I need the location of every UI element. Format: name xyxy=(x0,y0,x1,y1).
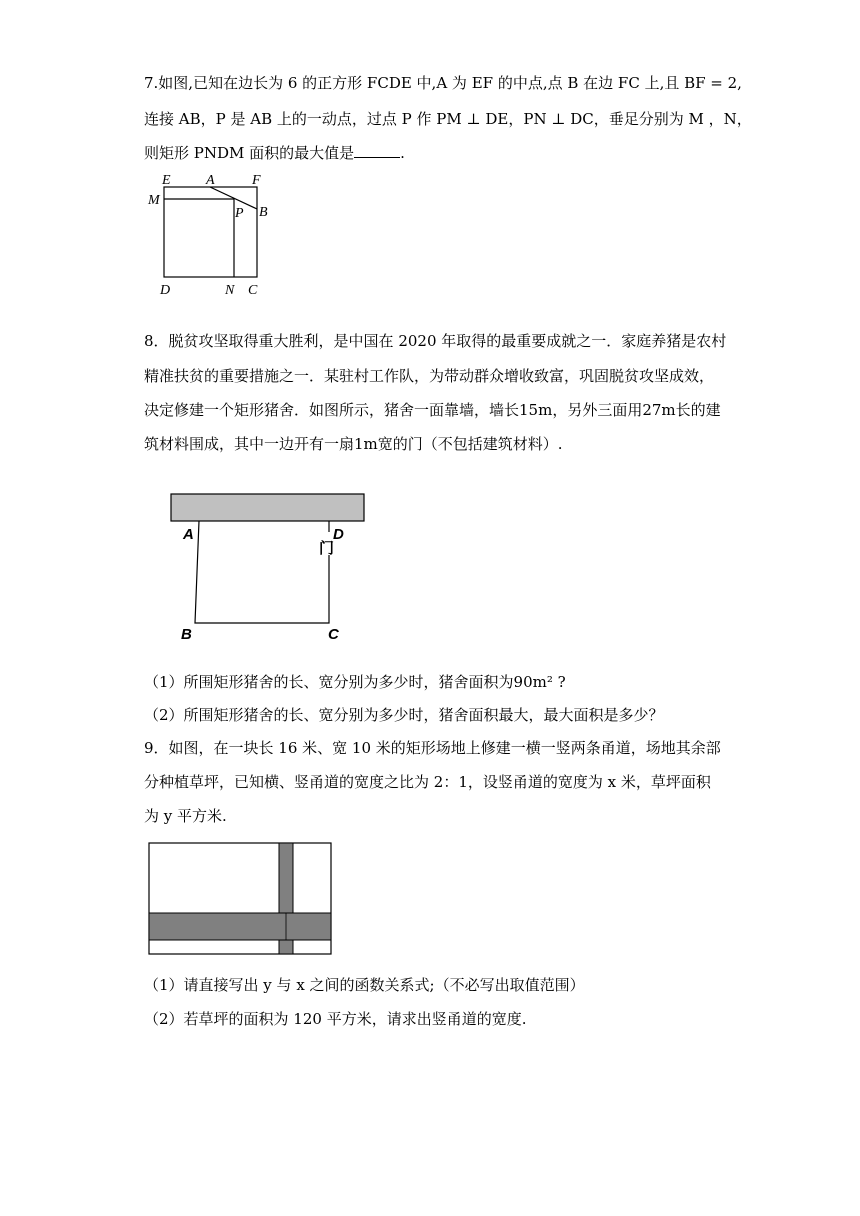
q8-line-3: 决定修建一个矩形猪舍．如图所示，猪舍一面靠墙，墙长15m，另外三面用27m长的建 xyxy=(144,401,721,419)
q7-label-a: A xyxy=(206,173,215,188)
q7-line-3 xyxy=(144,142,405,163)
q7-line-2: 连接 AB，P 是 AB 上的一动点，过点 P 作 PM ⊥ DE，PN ⊥ DC，垂足分别为 M ，N， xyxy=(144,110,752,128)
q8-line-4: 筑材料围成，其中一边开有一扇1m宽的门（不包括建筑材料）. xyxy=(144,435,563,453)
q8-label-a: A xyxy=(183,526,194,543)
q7-label-d: D xyxy=(160,283,171,298)
q7-label-b: B xyxy=(259,205,268,220)
horizontal-path xyxy=(149,913,331,940)
q8-line-2: 精准扶贫的重要措施之一．某驻村工作队，为带动群众增收致富，巩固脱贫攻坚成效， xyxy=(144,367,715,385)
q9-sub2: （2）若草坪的面积为 120 平方米，请求出竖甬道的宽度. xyxy=(144,1010,527,1028)
q9-sub1: （1）请直接写出 y 与 x 之间的函数关系式;（不必写出取值范围） xyxy=(144,976,585,994)
q9-line-2: 分种植草坪，已知横、竖甬道的宽度之比为 2：1，设竖甬道的宽度为 x 米，草坪面积 xyxy=(144,773,711,791)
q9-line-3: 为 y 平方米. xyxy=(144,807,227,825)
wall xyxy=(171,494,364,521)
pen-outline xyxy=(195,521,329,623)
q7-line-3-end: . xyxy=(400,144,405,162)
q8-figure xyxy=(165,488,385,648)
q8-sub1: （1）所围矩形猪舍的长、宽分别为多少时，猪舍面积为90m² ? xyxy=(144,673,566,691)
q7-label-m: M xyxy=(148,193,160,208)
q7-label-f: F xyxy=(252,173,261,188)
q7-label-n: N xyxy=(225,283,235,298)
q9-figure xyxy=(146,840,336,960)
q7-label-e: E xyxy=(162,173,171,188)
q8-label-c: C xyxy=(328,626,339,643)
q7-figure xyxy=(140,170,280,300)
q7-label-p: P xyxy=(235,206,244,221)
q7-square xyxy=(164,187,257,277)
q7-line-1: 7.如图,已知在边长为 6 的正方形 FCDE 中,A 为 EF 的中点,点 B 在边 FC 上,且 BF = 2, xyxy=(144,74,742,92)
q9-line-1: 9．如图，在一块长 16 米、宽 10 米的矩形场地上修建一横一竖两条甬道，场地其余部 xyxy=(144,739,721,757)
door-label: 门 xyxy=(319,539,335,557)
answer-blank xyxy=(354,143,400,158)
q8-label-b: B xyxy=(181,626,192,643)
q8-line-1: 8．脱贫攻坚取得重大胜利，是中国在 2020 年取得的最重要成就之一．家庭养猪是农村 xyxy=(144,332,727,350)
q8-sub2: （2）所围矩形猪舍的长、宽分别为多少时，猪舍面积最大，最大面积是多少？ xyxy=(144,706,664,724)
q7-label-c: C xyxy=(248,283,258,298)
q8-label-d: D xyxy=(333,526,344,543)
q7-line-3-text: 则矩形 PNDM 面积的最大值是 xyxy=(144,144,355,162)
